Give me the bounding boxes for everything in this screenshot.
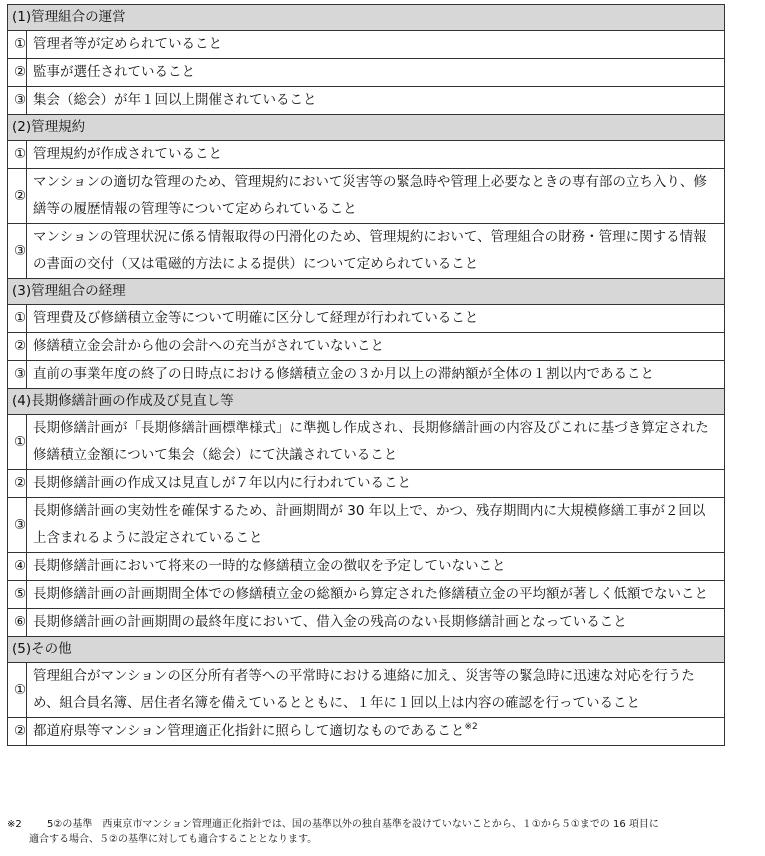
section-title: (5)その他 — [8, 637, 725, 663]
item-number: ⑥ — [8, 609, 27, 637]
item-text: 長期修繕計画の作成又は見直しが７年以内に行われていること — [33, 475, 411, 491]
item-cell — [27, 333, 725, 361]
criteria-row — [8, 663, 725, 718]
criteria-row — [8, 581, 725, 609]
footnote — [7, 817, 759, 847]
criteria-row — [8, 305, 725, 333]
criteria-row — [8, 361, 725, 389]
item-text: 長期修繕計画の実効性を確保するため、計画期間が 30 年以上で、かつ、残存期間内に大規模修繕工事が２回以上含まれるように設定されていること — [33, 503, 706, 546]
item-text: マンションの適切な管理のため、管理規約において災害等の緊急時や管理上必要なときの専有部の立ち入り、修繕等の履歴情報の管理等について定められていること — [33, 174, 707, 217]
item-cell — [27, 31, 725, 59]
item-number: ① — [8, 141, 27, 169]
criteria-row — [8, 498, 725, 553]
criteria-row — [8, 169, 725, 224]
item-cell — [27, 718, 725, 746]
item-number: ① — [8, 415, 27, 470]
item-cell — [27, 141, 725, 169]
item-text: 集会（総会）が年１回以上開催されていること — [33, 92, 317, 108]
item-text: 管理組合がマンションの区分所有者等への平常時における連絡に加え、災害等の緊急時に迅速な対応を行うため、組合員名簿、居住者名簿を備えているとともに、１年に１回以上は内容の確認を行っていること — [33, 668, 695, 711]
item-number: ③ — [8, 87, 27, 115]
section-title: (3)管理組合の経理 — [8, 279, 725, 305]
criteria-row — [8, 224, 725, 279]
section-header-row — [8, 5, 725, 31]
criteria-row — [8, 470, 725, 498]
section-title: (1)管理組合の運営 — [8, 5, 725, 31]
item-cell — [27, 224, 725, 279]
criteria-table — [7, 4, 725, 746]
item-text: 管理費及び修繕積立金等について明確に区分して経理が行われていること — [33, 310, 479, 326]
section-title: (2)管理規約 — [8, 115, 725, 141]
criteria-row — [8, 718, 725, 746]
item-text: 長期修繕計画の計画期間全体での修繕積立金の総額から算定された修繕積立金の平均額が著しく低額でないこと — [33, 586, 708, 602]
item-text: 直前の事業年度の終了の日時点における修繕積立金の３か月以上の滞納額が全体の１割以内であること — [33, 366, 654, 382]
section-title: (4)長期修繕計画の作成及び見直し等 — [8, 389, 725, 415]
footnote-ref: ※2 — [464, 722, 478, 732]
footnote-mark: ※2 — [7, 819, 22, 830]
item-text: マンションの管理状況に係る情報取得の円滑化のため、管理規約において、管理組合の財務・管理に関する情報の書面の交付（又は電磁的方法による提供）について定められていること — [33, 229, 707, 272]
item-text: 長期修繕計画の計画期間の最終年度において、借入金の残高のない長期修繕計画となっていること — [33, 614, 627, 630]
criteria-row — [8, 59, 725, 87]
item-cell — [27, 581, 725, 609]
criteria-row — [8, 333, 725, 361]
item-number: ④ — [8, 553, 27, 581]
section-header-row — [8, 115, 725, 141]
item-number: ② — [8, 333, 27, 361]
item-text: 都道府県等マンション管理適正化指針に照らして適切なものであること — [33, 723, 465, 739]
item-text: 監事が選任されていること — [33, 64, 195, 80]
item-cell — [27, 498, 725, 553]
footnote-text-1: 5②の基準 西東京市マンション管理適正化指針では、国の基準以外の独自基準を設けていないことから、１①から５①までの 16 項目に — [47, 819, 659, 830]
section-header-row — [8, 637, 725, 663]
item-number: ② — [8, 169, 27, 224]
item-text: 長期修繕計画において将来の一時的な修繕積立金の徴収を予定していないこと — [33, 558, 506, 574]
item-number: ① — [8, 305, 27, 333]
item-cell — [27, 553, 725, 581]
item-cell — [27, 305, 725, 333]
criteria-row — [8, 87, 725, 115]
section-header-row — [8, 279, 725, 305]
item-cell — [27, 169, 725, 224]
item-number: ① — [8, 663, 27, 718]
criteria-row — [8, 141, 725, 169]
item-cell — [27, 609, 725, 637]
item-number: ③ — [8, 498, 27, 553]
item-cell — [27, 470, 725, 498]
item-cell — [27, 87, 725, 115]
footnote-line-2: 適合する場合、５②の基準に対しても適合することとなります。 — [29, 834, 318, 845]
item-number: ① — [8, 31, 27, 59]
item-cell — [27, 415, 725, 470]
item-number: ② — [8, 470, 27, 498]
item-cell — [27, 59, 725, 87]
item-text: 管理者等が定められていること — [33, 36, 222, 52]
item-number: ③ — [8, 361, 27, 389]
item-text: 修繕積立金会計から他の会計への充当がされていないこと — [33, 338, 384, 354]
criteria-row — [8, 31, 725, 59]
criteria-row — [8, 415, 725, 470]
item-cell — [27, 663, 725, 718]
criteria-row — [8, 553, 725, 581]
item-number: ⑤ — [8, 581, 27, 609]
item-number: ② — [8, 59, 27, 87]
item-number: ② — [8, 718, 27, 746]
item-number: ③ — [8, 224, 27, 279]
criteria-row — [8, 609, 725, 637]
item-text: 長期修繕計画が「長期修繕計画標準様式」に準拠し作成され、長期修繕計画の内容及びこれに基づき算定された修繕積立金額について集会（総会）にて決議されていること — [33, 420, 709, 463]
item-cell — [27, 361, 725, 389]
section-header-row — [8, 389, 725, 415]
item-text: 管理規約が作成されていること — [33, 146, 222, 162]
footnote-line-1 — [7, 817, 759, 832]
